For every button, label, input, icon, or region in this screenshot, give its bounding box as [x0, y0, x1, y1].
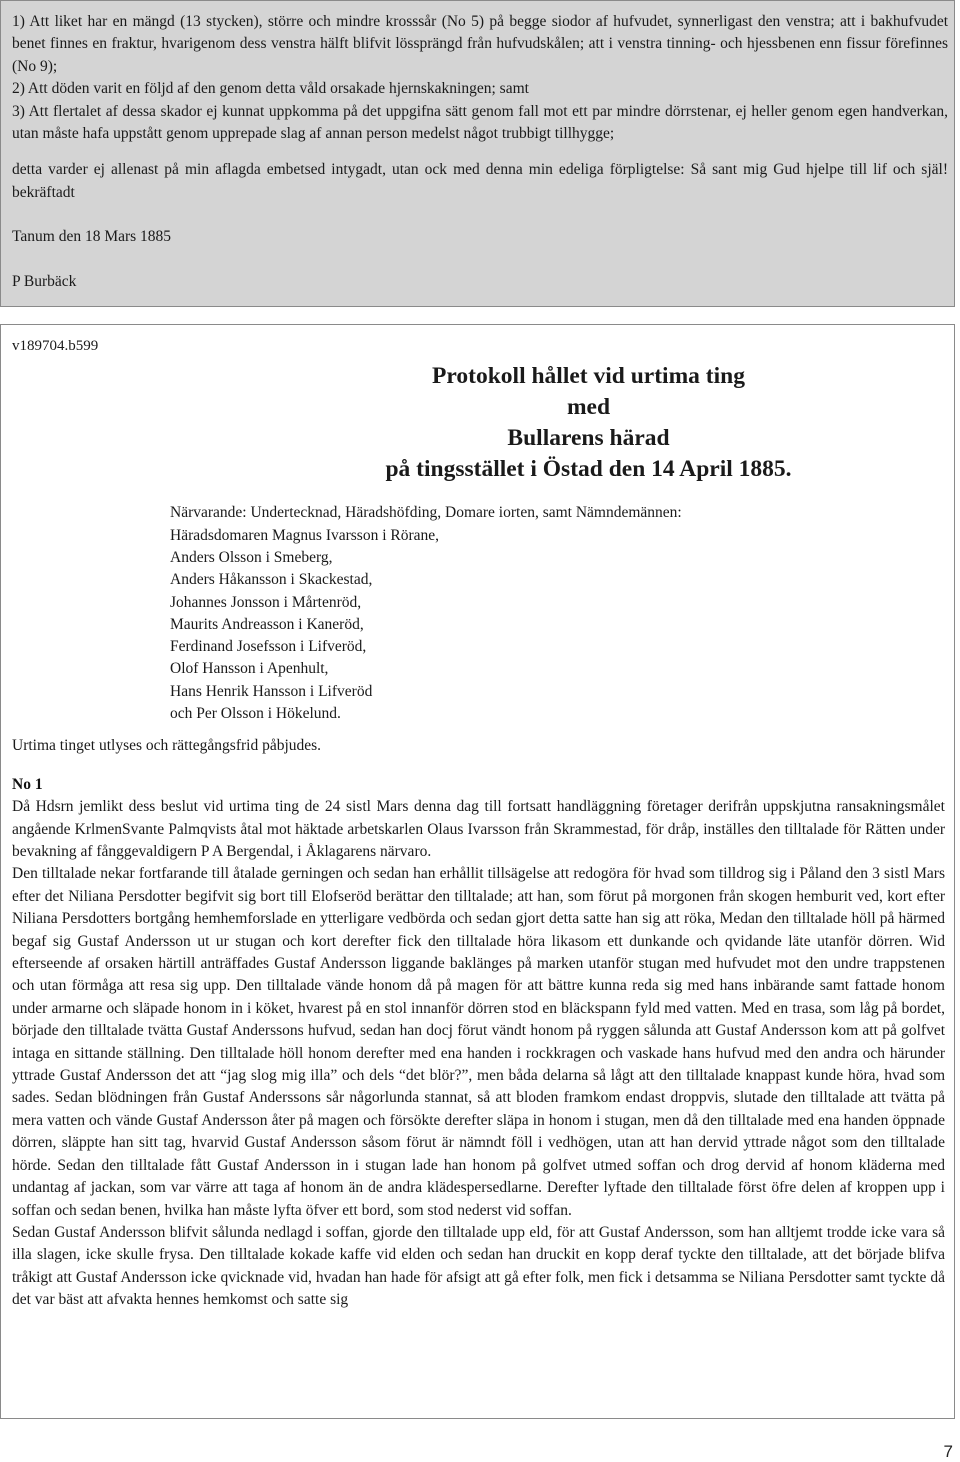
attendee: Anders Olsson i Smeberg, — [170, 549, 333, 566]
case-number: No 1 — [12, 775, 43, 793]
protocol-title — [232, 361, 945, 485]
title-line: Protokoll hållet vid urtima ting — [432, 363, 745, 390]
document-reference: v189704.b599 — [12, 338, 99, 354]
attendee: Ferdinand Josefsson i Lifveröd, — [170, 638, 367, 656]
paragraph: Då Hdsrn jemlikt dess beslut vid urtima ting de 24 sistl Mars denna dag till fortsatt handläggning företager derifrån uppskjutna ransakningsmålet angående KrlmenSvante Palmqvists åtal mot häktade arbetskarlen Olaus Ivarsson från Skrammestad, för dråp, inställes den tilltalade för Rätten under bevakning af fånggevaldigern P A Bergendal, i Åklagarens närvaro. — [12, 798, 945, 860]
present-intro: Närvarande: Undertecknad, Häradshöfding, Domare iorten, samt Nämndemännen: — [170, 504, 682, 522]
place-date: Tanum den 18 Mars 1885 — [12, 228, 172, 246]
attendee-list — [170, 502, 945, 725]
attendee: Olof Hansson i Apenhult, — [170, 660, 329, 678]
paragraph: Sedan Gustaf Andersson blifvit sålunda nedlagd i soffan, gjorde den tilltalade upp eld, för att Gustaf Andersson, som han alltjemt trodde icke vara så illa slagen, icke skulle frysa. Den tilltalade kokade kaffe vid elden och sedan han druckit en kopp deraf tyckte den tilltalade, att det började blifva tråkigt att Gustaf Andersson icke qvicknade vid, hvadan han hade för afsigt att gå efter folk, men fick i detsamma se Niliana Persdotter samt tyckte då det var bäst att afvakta hennes hemkomst och satte sig — [12, 1223, 945, 1309]
page-number: 7 — [943, 1442, 953, 1461]
oath-text: detta varder ej allenast på min aflagda embetsed intygadt, utan ock med denna min edeliga förpligtelse: Så sant mig Gud hjelpe till lif och själ! bekräftadt — [12, 161, 948, 201]
attendee: Hans Henrik Hansson i Lifveröd — [170, 682, 373, 700]
announcement: Urtima tinget utlyses och rättegångsfrid påbjudes. — [12, 737, 322, 755]
title-line: Bullarens härad — [507, 425, 670, 452]
finding-2: 2) Att döden varit en följd af den genom detta våld orsakade hjernskakningen; samt — [12, 80, 529, 98]
paragraph: Den tilltalade nekar fortfarande till åtalade gerningen och sedan han erhållit tillsägelse att redogöra för hvad som tilldrog sig i Påland den 3 sistl Mars efter det Niliana Persdotter begifvit sig bort till Elofseröd berättar den tilltalade; att han, som förut på morgonen från skogen hemburit ved, kort efter Niliana Persdotters bortgång hemhemforslade en ytterligare vedbörda och sedan gjort detta satte han sig att röka, Medan den tilltalade höll på härmed begaf sig Gustaf Andersson ut ur stugan och kort derefter fick den tilltalade höra likasom ett dunkande och qvidande läte utanför dörren. Wid efterseende af orsaken härtill anträffades Gustaf Andersson liggande baklänges på marken utanför stugan med hufvudet mot den undre trappstenen och utan förmåga att resa sig upp. Den tilltalade vände honom då på magen för att bättre kunna reda sig med hans inbärande samt fattade honom under armarne och släpade honom in i köket, hvarest på en stol innanför dörren stod en bläckspann fyld med vatten. Med en trasa, som låg på bordet, började den tilltalade tvätta Gustaf Anderssons hufvud, sedan han docj förut vändt honom på ryggen sålunda att Gustaf Andersson kom att på golfvet intaga en sittande ställning. Den tilltalade höll honom derefter med ena handen i rockkragen och vaskade hans hufvud med den andra och härunder yttrade Gustaf Andersson det att “jag slog mig illa” och dels “det blör?”, men båda delarna så lågt att den tilltalade knappast kunde höra, hvad som sades. Sedan blödningen från Gustaf Anderssons sår någorlunda stannat, så att bloden framkom endast droppvis, slutade den tilltalade att tvätta på mera vatten och vände Gustaf Andersson åter på magen och försökte derefter släpa in honom i stugan, men då den tilltalade med ena handen öppnade dörren, släppte han sitt tag, hvarvid Gustaf Andersson såsom förut är nämndt föll i vedhögen, utan att han dervid yttrade något som den tilltalade hörde. Sedan den tilltalade fått Gustaf Andersson in i stugan lade han honom på golfvet utmed soffan och drog dervid af honom kläderna med undantag af jackan, som var värre att taga af honom än de andra klädespersedlarne. Derefter lyftade den tilltalade först öfre delen af kroppen upp i soffan och sedan benen, hvilka han måste lyfta öfver ett bord, som stod nederst vid soffan. — [12, 865, 945, 1219]
attendee: Anders Håkansson i Skackestad, — [170, 571, 373, 589]
title-line: med — [566, 394, 611, 421]
finding-1: 1) Att liket har en mängd (13 stycken), större och mindre krosssår (No 5) på begge siodor af hufvudet, synnerligast den venstra; att i bakhufvudet benet finnes en fraktur, hvarigenom dess venstra hälft blifvit lössprängd från hufvudskålen; att i venstra tinning- och hjessbenen enn fissur förefinnes (No 9); — [12, 13, 948, 75]
signature: P Burbäck — [12, 272, 77, 290]
attendee: Maurits Andreasson i Kaneröd, — [170, 615, 364, 633]
attendee: och Per Olsson i Hökelund. — [170, 705, 341, 723]
protocol-box — [0, 324, 955, 1419]
title-line: på tingsstället i Östad den 14 April 1885. — [385, 456, 792, 483]
attendee: Häradsdomaren Magnus Ivarsson i Rörane, — [170, 526, 440, 544]
finding-3: 3) Att flertalet af dessa skador ej kunnat uppkomma på det uppgifna sätt genom fall mot ett par mindre dörrstenar, ej heller genom egen handverkan, utan måste hafa uppstått genom upprepade slag af annan person medelst något trubbigt tillhygge; — [12, 102, 948, 143]
attendee: Johannes Jonsson i Mårtenröd, — [170, 593, 362, 611]
testimony-box — [0, 0, 955, 307]
